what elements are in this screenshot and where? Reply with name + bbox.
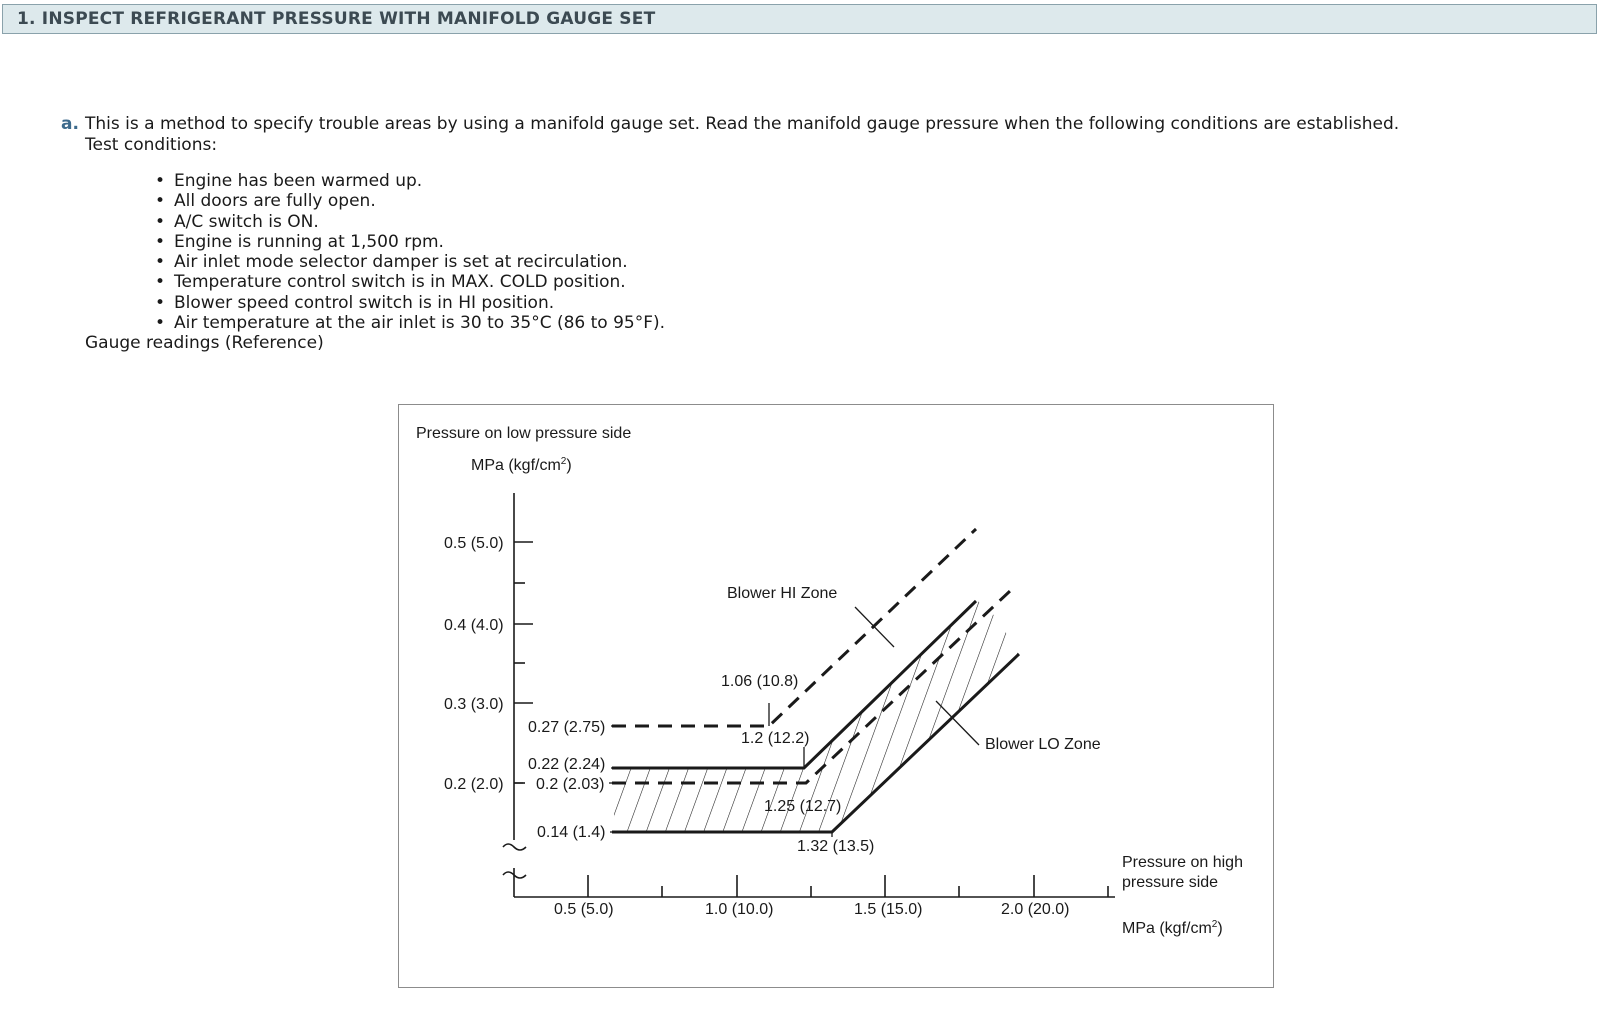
list-item: • Air temperature at the air inlet is 30 to 35°C (86 to 95°F).	[155, 313, 666, 334]
x-axis	[514, 875, 1115, 897]
step-marker: a.	[61, 114, 79, 134]
step-body	[85, 114, 1541, 354]
zone-lo-label: Blower LO Zone	[985, 736, 1101, 753]
conditions-heading: Test conditions:	[85, 134, 218, 155]
y-tick-label: 0.3 (3.0)	[444, 696, 504, 713]
hi-zone-pointer	[855, 607, 894, 647]
y-axis	[503, 493, 533, 897]
list-item: • All doors are fully open.	[155, 191, 376, 212]
y-axis-title: Pressure on low pressure side	[416, 425, 632, 442]
list-item: • Temperature control switch is in MAX. COLD position.	[155, 272, 626, 293]
x-tick-label: 1.5 (15.0)	[854, 901, 923, 918]
y-axis-unit: MPa $(kgf/cm^2)$	[471, 456, 572, 474]
x-axis-title-line1: Pressure on high	[1122, 854, 1243, 871]
y-tick-label: 0.4 (4.0)	[444, 617, 504, 634]
conditions-list	[85, 171, 1541, 333]
annotation-knee-upper: 1.2 (12.2)	[741, 730, 810, 747]
x-tick-label: 2.0 (20.0)	[1001, 901, 1070, 918]
readings-heading: Gauge readings (Reference)	[85, 333, 324, 354]
y-tick-label: 0.5 (5.0)	[444, 535, 504, 552]
x-tick-label: 0.5 (5.0)	[554, 901, 614, 918]
annotation-hi-knee: 1.06 (10.8)	[721, 673, 799, 690]
zone-hi-label: Blower HI Zone	[727, 585, 838, 602]
annotation-lower-plateau: 0.14 (1.4)	[537, 824, 606, 841]
annotation-knee-mid: 1.25 (12.7)	[764, 798, 842, 815]
list-item: • A/C switch is ON.	[155, 211, 319, 232]
x-axis-title-line2: pressure side	[1122, 874, 1219, 891]
annotation-knee-lower: 1.32 (13.5)	[797, 838, 875, 855]
y-tick-label: 0.2 (2.0)	[444, 776, 504, 793]
annotation-mid-plateau: 0.2 (2.03)	[536, 776, 605, 793]
step-intro: This is a method to specify trouble areas by using a manifold gauge set. Read the manifold gauge pressure when the following conditions are established.	[85, 114, 1400, 134]
gauge-diagram	[398, 404, 1274, 988]
list-item: • Blower speed control switch is in HI position.	[155, 292, 555, 313]
list-item: • Engine is running at 1,500 rpm.	[155, 231, 444, 252]
section-title: 1. INSPECT REFRIGERANT PRESSURE WITH MANIFOLD GAUGE SET	[2, 4, 1597, 34]
list-item: • Engine has been warmed up.	[155, 171, 423, 191]
x-axis-unit: MPa $(kgf/cm^2)$	[1122, 919, 1223, 937]
annotation-hi-plateau: 0.27 (2.75)	[528, 719, 606, 736]
list-item: • Air inlet mode selector damper is set at recirculation.	[155, 252, 628, 273]
x-tick-label: 1.0 (10.0)	[705, 901, 774, 918]
annotation-upper-plateau: 0.22 (2.24)	[528, 756, 606, 773]
step-a	[61, 114, 1541, 354]
